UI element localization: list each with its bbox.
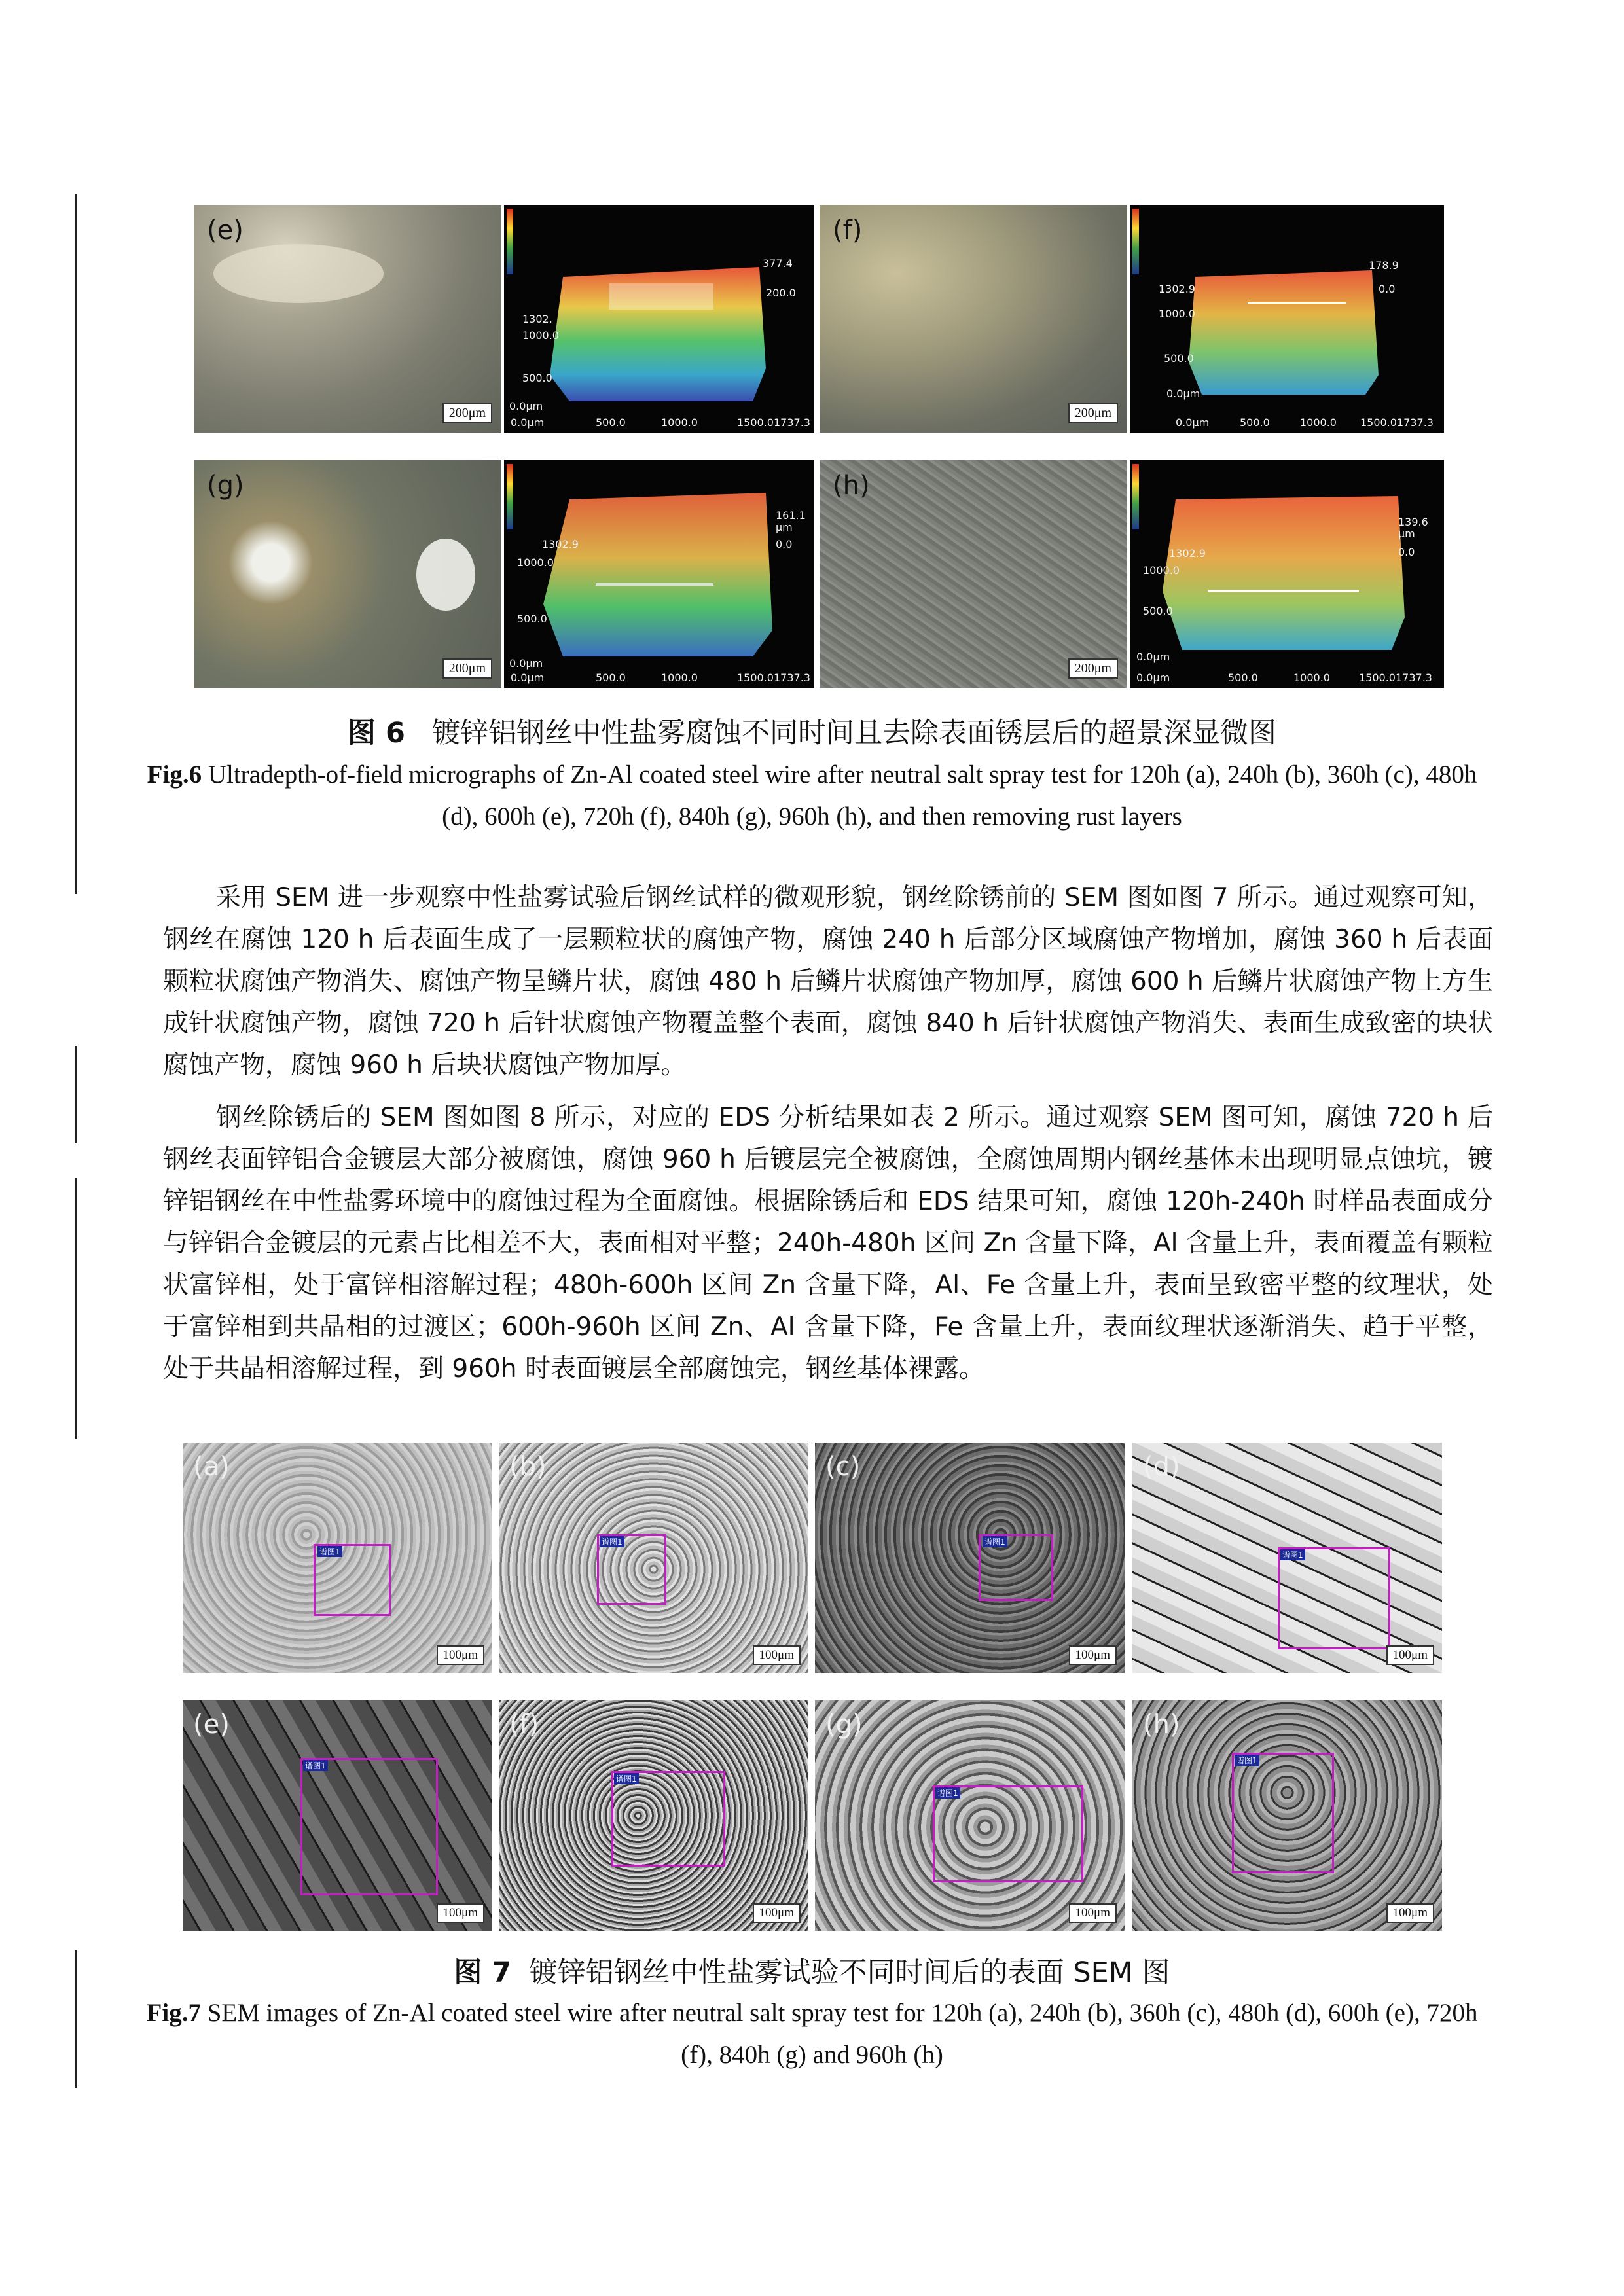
panel-label: (a) xyxy=(193,1452,230,1482)
sem-image-a xyxy=(183,1443,492,1673)
eds-region-tag: 谱图1 xyxy=(614,1773,639,1784)
figure-6-caption-en xyxy=(131,754,1493,838)
figure-6-caption-en-text: Ultradepth-of-field micrographs of Zn-Al coated steel wire after neutral salt spray test for 120h (a), 240h (b), 360h (c), 480h (d), 600h (e), 720h (f), 840h (g), 960h (h), and then removing rust layers xyxy=(202,761,1477,831)
scale-bar: 100μm xyxy=(1069,1645,1117,1665)
depth-map-h xyxy=(1130,460,1444,688)
axis-value: 178.9 xyxy=(1369,259,1399,272)
eds-region-tag: 谱图1 xyxy=(600,1536,624,1547)
micrograph-g xyxy=(194,460,501,688)
eds-region xyxy=(300,1758,438,1895)
panel-label: (e) xyxy=(193,1710,230,1740)
figure-7-caption-cn xyxy=(0,1950,1624,1990)
axis-value: 0.0μm xyxy=(511,416,545,429)
sem-image-b xyxy=(499,1443,808,1673)
figure-6-row-1 xyxy=(194,205,1489,433)
figure-7-label-cn: 图 7 xyxy=(454,1956,512,1989)
axis-value: 1500.01737.3 xyxy=(1360,416,1434,429)
figure-6-caption-cn xyxy=(0,711,1624,751)
figure-6-row-2 xyxy=(194,460,1489,688)
axis-value: 1302.9 xyxy=(1159,283,1195,295)
corrosion-patch xyxy=(416,539,475,611)
axis-value: 200.0 xyxy=(766,287,796,299)
axis-value: 500.0 xyxy=(596,416,626,429)
axis-unit: μm xyxy=(776,521,793,533)
depth-map-f xyxy=(1130,205,1444,433)
axis-value: 0.0μm xyxy=(1136,651,1170,663)
axis-value: 0.0μm xyxy=(511,672,545,684)
axis-value: 500.0 xyxy=(517,613,547,625)
scale-bar: 100μm xyxy=(437,1645,484,1665)
depth-map-g xyxy=(504,460,814,688)
depth-map-plot xyxy=(504,460,814,688)
margin-change-bar xyxy=(75,194,77,894)
axis-value: 0.0μm xyxy=(509,657,543,670)
depth-map-plot xyxy=(1130,460,1444,688)
figure-7-caption-en xyxy=(131,1992,1493,2076)
axis-value: 377.4 xyxy=(763,257,793,270)
eds-region-tag: 谱图1 xyxy=(317,1546,342,1557)
figure-6-label-en: Fig.6 xyxy=(147,761,202,789)
axis-value: 1000.0 xyxy=(661,672,698,684)
axis-value: 0.0μm xyxy=(1136,672,1170,684)
panel-label: (g) xyxy=(825,1710,863,1740)
axis-value: 0.0μm xyxy=(1166,387,1200,400)
panel-label: (e) xyxy=(207,215,244,245)
scale-bar: 100μm xyxy=(437,1903,484,1923)
scale-bar: 100μm xyxy=(753,1645,801,1665)
paragraph-text: 采用 SEM 进一步观察中性盐雾试验后钢丝试样的微观形貌，钢丝除锈前的 SEM 图如图 7 所示。通过观察可知，钢丝在腐蚀 120 h 后表面生成了一层颗粒状的腐蚀产物，腐蚀 240 h 后部分区域腐蚀产物增加，腐蚀 360 h 后表面颗粒状腐蚀产物消失、腐蚀产物呈鳞片状，腐蚀 480 h 后鳞片状腐蚀产物加厚，腐蚀 600 h 后鳞片状腐蚀产物上方生成针状腐蚀产物，腐蚀 720 h 后针状腐蚀产物覆盖整个表面，腐蚀 840 h 后针状腐蚀产物消失、表面生成致密的块状腐蚀产物，腐蚀 960 h 后块状腐蚀产物加厚。 xyxy=(163,883,1493,1080)
sem-image-e xyxy=(183,1700,492,1931)
depth-map-plot xyxy=(1130,205,1444,433)
axis-value: 500.0 xyxy=(1228,672,1258,684)
axis-value: 0.0 xyxy=(1398,546,1415,558)
scale-bar: 100μm xyxy=(1069,1903,1117,1923)
axis-value: 1000.0 xyxy=(1159,308,1195,320)
sem-image-f xyxy=(499,1700,808,1931)
panel-label: (b) xyxy=(509,1452,547,1482)
axis-value: 1302.9 xyxy=(542,538,579,550)
scale-bar: 200μm xyxy=(1068,658,1118,679)
scale-bar: 200μm xyxy=(442,658,492,679)
eds-region xyxy=(1232,1753,1334,1873)
eds-region xyxy=(611,1771,725,1867)
axis-value: 0.0μm xyxy=(509,400,543,412)
axis-value: 0.0μm xyxy=(1176,416,1210,429)
panel-label: (g) xyxy=(207,471,244,501)
sem-image-g xyxy=(815,1700,1125,1931)
margin-change-bar xyxy=(75,1178,77,1439)
scale-bar: 100μm xyxy=(1386,1903,1434,1923)
axis-value: 1000.0 xyxy=(522,329,559,342)
axis-value: 500.0 xyxy=(1240,416,1270,429)
margin-change-bar xyxy=(75,1046,77,1143)
eds-region-tag: 谱图1 xyxy=(1280,1549,1305,1560)
axis-value: 1000.0 xyxy=(517,556,554,569)
paragraph-text: 钢丝除锈后的 SEM 图如图 8 所示，对应的 EDS 分析结果如表 2 所示。通过观察 SEM 图可知，腐蚀 720 h 后钢丝表面锌铝合金镀层大部分被腐蚀，腐蚀 960 h 后镀层完全被腐蚀，全腐蚀周期内钢丝基体未出现明显点蚀坑，镀锌铝钢丝在中性盐雾环境中的腐蚀过程为全面腐蚀。根据除锈后和 EDS 结果可知，腐蚀 120h-240h 时样品表面成分与锌铝合金镀层的元素占比相差不大，表面相对平整；240h-480h 区间 Zn 含量下降，Al 含量上升，表面覆盖有颗粒状富锌相，处于富锌相溶解过程；480h-600h 区间 Zn 含量下降，Al、Fe 含量上升，表面呈致密平整的纹理状，处于富锌相到共晶相的过渡区；600h-960h 区间 Zn、Al 含量下降，Fe 含量上升，表面纹理状逐渐消失、趋于平整，处于共晶相溶解过程，到 960h 时表面镀层全部腐蚀完，钢丝基体裸露。 xyxy=(163,1103,1493,1384)
scale-bar: 100μm xyxy=(1386,1645,1434,1665)
scale-bar: 200μm xyxy=(442,403,492,423)
figure-7-label-en: Fig.7 xyxy=(146,1999,201,2027)
eds-region xyxy=(933,1785,1083,1882)
axis-value: 1000.0 xyxy=(1300,416,1337,429)
scale-bar: 200μm xyxy=(1068,403,1118,423)
axis-value: 500.0 xyxy=(596,672,626,684)
axis-value: 1000.0 xyxy=(661,416,698,429)
axis-value: 500.0 xyxy=(522,372,552,384)
axis-value: 1500.01737.3 xyxy=(1359,672,1432,684)
axis-value: 161.1 xyxy=(776,509,806,522)
axis-value: 500.0 xyxy=(1164,352,1194,365)
eds-region-tag: 谱图1 xyxy=(935,1787,960,1799)
micrograph-f xyxy=(820,205,1127,433)
sem-image-d xyxy=(1132,1443,1442,1673)
axis-value: 0.0 xyxy=(776,538,793,550)
figure-6-label-cn: 图 6 xyxy=(348,717,405,749)
eds-region xyxy=(1278,1547,1390,1649)
depth-map-plot xyxy=(504,205,814,433)
axis-value: 1500.01737.3 xyxy=(737,672,810,684)
panel-label: (d) xyxy=(1143,1452,1180,1482)
panel-label: (f) xyxy=(833,215,863,245)
axis-value: 1302. xyxy=(522,313,552,325)
eds-region-tag: 谱图1 xyxy=(303,1760,328,1771)
eds-region-tag: 谱图1 xyxy=(983,1536,1007,1547)
axis-unit: μm xyxy=(1398,528,1415,540)
figure-7-caption-en-text: SEM images of Zn-Al coated steel wire after neutral salt spray test for 120h (a), 240h (b), 360h (c), 480h (d), 600h (e), 720h (f), 840h (g) and 960h (h) xyxy=(200,1999,1478,2069)
eds-region-tag: 谱图1 xyxy=(1235,1755,1259,1766)
sem-image-c xyxy=(815,1443,1125,1673)
axis-value: 1302.9 xyxy=(1169,547,1206,560)
micrograph-e xyxy=(194,205,501,433)
panel-label: (f) xyxy=(509,1710,539,1740)
axis-value: 1000.0 xyxy=(1143,564,1180,577)
figure-6-caption-cn-text: 镀锌铝钢丝中性盐雾腐蚀不同时间且去除表面锈层后的超景深显微图 xyxy=(431,717,1276,749)
panel-label: (h) xyxy=(1143,1710,1180,1740)
panel-label: (c) xyxy=(825,1452,861,1482)
axis-value: 500.0 xyxy=(1143,605,1173,617)
corrosion-patch xyxy=(213,244,384,303)
micrograph-h xyxy=(820,460,1127,688)
depth-map-e xyxy=(504,205,814,433)
paragraph-sem-observation xyxy=(163,877,1493,1086)
axis-value: 1500.01737.3 xyxy=(737,416,810,429)
axis-value: 0.0 xyxy=(1379,283,1396,295)
panel-label: (h) xyxy=(833,471,870,501)
sem-image-h xyxy=(1132,1700,1442,1931)
paragraph-eds-analysis xyxy=(163,1097,1493,1390)
axis-value: 139.6 xyxy=(1398,516,1428,528)
figure-7-caption-cn-text: 镀锌铝钢丝中性盐雾试验不同时间后的表面 SEM 图 xyxy=(529,1956,1170,1989)
scale-bar: 100μm xyxy=(753,1903,801,1923)
axis-value: 1000.0 xyxy=(1293,672,1330,684)
